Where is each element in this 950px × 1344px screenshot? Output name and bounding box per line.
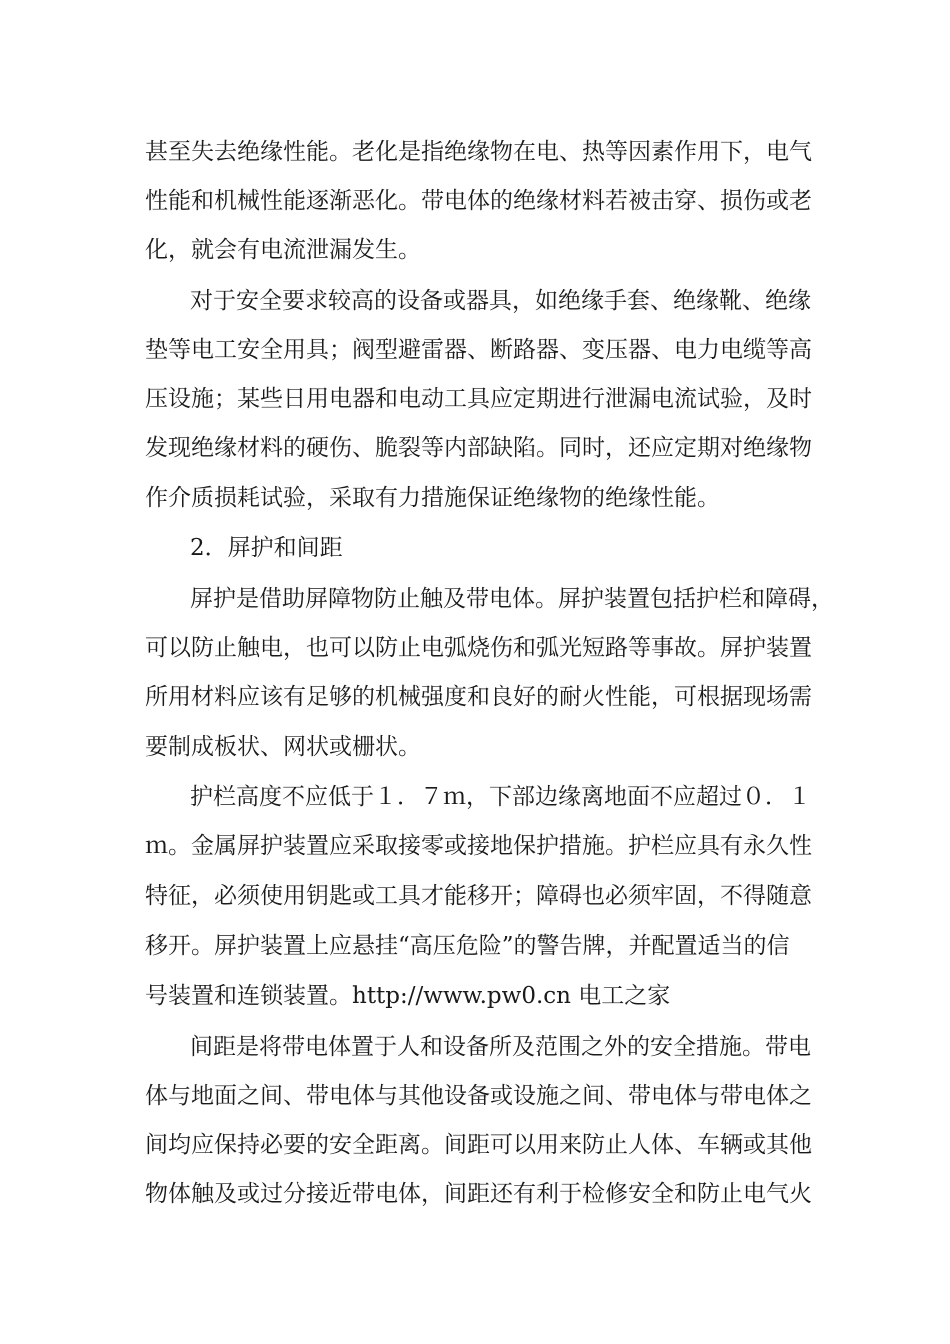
paragraph-line: 对于安全要求较高的设备或器具，如绝缘手套、绝缘靴、绝缘 (190, 288, 811, 314)
paragraph-line: 所用材料应该有足够的机械强度和良好的耐火性能，可根据现场需 (145, 684, 812, 710)
paragraph-line-with-link: 号装置和连锁装置。http://www.pw0.cn 电工之家 (145, 983, 671, 1009)
paragraph-line: 护栏高度不应低于１．７ｍ，下部边缘离地面不应超过０．１ (190, 784, 811, 810)
paragraph-line: 间均应保持必要的安全距离。间距可以用来防止人体、车辆或其他 (145, 1132, 812, 1158)
paragraph-line: 体与地面之间、带电体与其他设备或设施之间、带电体与带电体之 (145, 1083, 812, 1109)
paragraph-line: 屏护是借助屏障物防止触及带电体。屏护装置包括护栏和障碍， (190, 586, 834, 612)
paragraph-line: 甚至失去绝缘性能。老化是指绝缘物在电、热等因素作用下，电气 (145, 139, 812, 165)
paragraph-line: ｍ。金属屏护装置应采取接零或接地保护措施。护栏应具有永久性 (145, 833, 812, 859)
paragraph-line: 物体触及或过分接近带电体，间距还有利于检修安全和防止电气火 (145, 1181, 812, 1207)
paragraph-line: 可以防止触电，也可以防止电弧烧伤和弧光短路等事故。屏护装置 (145, 635, 812, 661)
paragraph-line: 间距是将带电体置于人和设备所及范围之外的安全措施。带电 (190, 1034, 811, 1060)
section-heading: 2．屏护和间距 (190, 535, 343, 561)
paragraph-line: 作介质损耗试验，采取有力措施保证绝缘物的绝缘性能。 (145, 485, 720, 511)
paragraph-line: 要制成板状、网状或栅状。 (145, 734, 421, 760)
paragraph-line: 压设施；某些日用电器和电动工具应定期进行泄漏电流试验，及时 (145, 386, 812, 412)
paragraph-line: 性能和机械性能逐渐恶化。带电体的绝缘材料若被击穿、损伤或老 (145, 188, 812, 214)
paragraph-line: 垫等电工安全用具；阀型避雷器、断路器、变压器、电力电缆等高 (145, 337, 812, 363)
paragraph-line: 化，就会有电流泄漏发生。 (145, 237, 421, 263)
paragraph-line: 移开。屏护装置上应悬挂“高压危险”的警告牌，并配置适当的信 (145, 933, 790, 959)
paragraph-line: 特征，必须使用钥匙或工具才能移开；障碍也必须牢固，不得随意 (145, 883, 812, 909)
paragraph-line: 发现绝缘材料的硬伤、脆裂等内部缺陷。同时，还应定期对绝缘物 (145, 435, 812, 461)
